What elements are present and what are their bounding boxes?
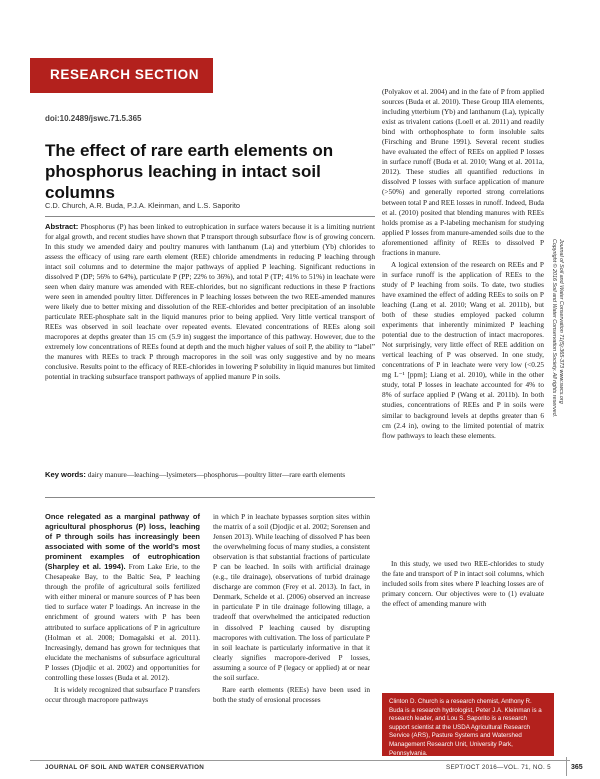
- section-banner: [30, 58, 213, 93]
- body-column-1: [45, 512, 200, 707]
- journal-citation-line: Journal of Soil and Water Conservation 71(5):365-373 www.swcs.org: [558, 239, 564, 404]
- paragraph: [45, 512, 200, 683]
- section-label: RESEARCH SECTION: [50, 67, 200, 82]
- abstract-text: Phosphorus (P) has been linked to eutrophication in surface waters because it is a limiting nutrient for algal growth, and recent studies have shown that P transport through subsurface flow is of growing concern. In this study we amended dairy and poultry manures with lanthanum (La) and ytterbium (Yb) chlorides to assess the efficacy of using rare earth element (REE) chloride amendments in reducing P leaching through intact soil columns and to determine the major pathways of applied P leaching. Significant reductions in dissolved P (DP; 56% to 64%), particulate P (PP; 22% to 36%), and total P (TP; 41% to 51%) in leachate were seen when dairy manure was amended with REE-chlorides, but no significant reductions in these P fractions were seen in amended poultry litter. Differences in P leaching losses between the two REE-amended manures were likely due to better mixing and dissolution of the REE-chlorides and better precipitation of an insoluble particulate REE-phosphate salt in the liquid manures prior to being applied. Very little vertical transport of REEs was observed in soil leachate over repeated events. Elevated concentrations of REEs along soil macropores at depths greater than 15 cm (5.9 in) suggest the importance of this pathway. However, due to the extremely low concentrations of REEs found at depth and the much higher values of soil P, the ability to “label” the manures with REEs to track P through macropores in the soil was only suggestive and by no means conclusive. Results point to the efficacy of REE-chlorides in lowering P solubility in liquid manures but limited potential in tracking subsurface transport pathways of applied manure P in soils.: [45, 222, 375, 381]
- paragraph-text: From Lake Erie, to the Chesapeake Bay, to the Baltic Sea, P leaching through the profile of agricultural soils fertilized with either mineral or manure sources of P has been tied to surface water P loadings. An increase in the enrichment of ground waters with P has been attributed to surface applications of P in agriculture (Holman et al. 2008; Domagalski et al. 2011). Increasingly, demand has grown for techniques that elucidate the mechanisms of subsurface agricultural P losses (Djodjic et al. 2002) and opportunities for controlling these losses (Buda et al. 2012).: [45, 562, 200, 682]
- body-column-4: [382, 559, 544, 611]
- footer-separator: [566, 757, 567, 776]
- copyright-line: Copyright © 2016 Soil and Water Conservation Society. All rights reserved.: [551, 239, 557, 418]
- paragraph: in which P in leachate bypasses sorption sites within the matrix of a soil (Djodjic et al. 2002; Sorensen and Jensen 2013). While leaching of dissolved P has been the overwhelming focus of many studies, a consistent observation is that substantial fractions of particulate P can be leached. In soils with artificial drainage (e.g., tile drainage), observations of turbid drainage discharge are common (Frey et al. 2013). In fact, in Denmark, Schelde et al. (2006) observed an increase in particulate P in tile drainage following tillage, a tradeoff that overwhelmed the anticipated reduction in dissolved P leaching caused by disrupting macropores with cultivation. The loss of particulate P in soil leachate is particularly informative in that it clearly signifies macropore-derived P losses, assuming a source of P (legacy or applied) at or near the soil surface.: [213, 512, 370, 682]
- article-title: The effect of rare earth elements on phosphorus leaching in intact soil columns: [45, 141, 334, 202]
- keywords-label: Key words:: [45, 470, 86, 479]
- paragraph: A logical extension of the research on REEs and P in surface runoff is the application of REEs to the study of P leaching from soils. To date, two studies have examined the effect of adding REEs to soils on P leaching (Lang et al. 2010; Wang et al. 2011b), but both of these studies employed packed column experiments that inherently minimized P leaching potential due to the destruction of intact macropores. Not surprisingly, very little effect of REE addition on vertical leaching of P was observed. In one study, concentrations of P in leachate were very low (<0.25 mg L⁻¹ [ppm]; Liang et al. 2010), while in the other study, total P losses in leachate accounted for 4% to 8% of surface applied P (Wang et al. 2011b). In both studies, concentrations of REEs and P in soils were similar to background levels at depths greater than 6 cm (2.4 in), owing to the limited potential of matrix flow pathways to leach these elements.: [382, 259, 544, 440]
- divider: [45, 497, 375, 498]
- footer-journal-name: JOURNAL OF SOIL AND WATER CONSERVATION: [45, 764, 205, 771]
- paragraph: (Polyakov et al. 2004) and in the fate of P from applied sources (Buda et al. 2010). These Group IIIA elements, including ytterbium (Yb) and lanthanum (La), typically exist as trivalent cations (Loell et al. 2011) and readily bind with orthophosphate to form insoluble salts (Firsching and Brune 1991). Several recent studies have evaluated the effect of REEs on applied P losses in surface runoff (Buda et al. 2010; Wang et al. 2011a, 2012). These studies all quantified reductions in dissolved P losses with surface application of manure (>50%) and generally reported strong correlations between total P and REE losses in runoff. Indeed, Buda et al. (2010) posited that blending manures with REEs holds promise as a P-labeling mechanism for studying applied P losses from manure-amended soils due to the aforementioned affinity of REEs to dissolved P fractions in manure.: [382, 87, 544, 257]
- divider: [45, 216, 375, 217]
- abstract-label: Abstract:: [45, 222, 79, 231]
- author-info-box: [382, 693, 554, 756]
- body-column-2: [213, 512, 370, 707]
- body-column-3: [382, 87, 544, 443]
- footer-divider: [30, 760, 570, 761]
- paragraph: Rare earth elements (REEs) have been used in both the study of erosional processes: [213, 684, 370, 704]
- footer-issue: SEPT/OCT 2016—VOL. 71, NO. 5: [446, 764, 551, 771]
- paragraph: It is widely recognized that subsurface P transfers occur through macropore pathways: [45, 684, 200, 704]
- author-info-text: Clinton D. Church is a research chemist, Anthony R. Buda is a research hydrologist, Peter J.A. Kleinman is a research leader, and Lou S. Saporito is a research support scientist at the USDA Agricultural Research Service (ARS), Pasture Systems and Watershed Management Research Unit, University Park, Pennsylvania.: [389, 698, 542, 757]
- copyright-notice: [551, 239, 568, 419]
- lead-in: Once relegated as a marginal pathway of agricultural phosphorus (P) loss, leaching of P through soils has increasingly been associated with some of the world’s most prominent examples of eutrophication (Sharpley et al. 1994).: [45, 512, 200, 572]
- doi[interactable]: doi:10.2489/jswc.71.5.365: [45, 114, 142, 123]
- keywords: [45, 470, 375, 480]
- keywords-text: dairy manure—leaching—lysimeters—phosphorus—poultry litter—rare earth elements: [87, 470, 346, 479]
- abstract: [45, 222, 375, 382]
- paragraph: In this study, we used two REE-chlorides to study the fate and transport of P in intact soil columns, which included soils from sites where P leaching losses are of primary concern. Our objectives were to (1) evaluate the effect of amending manure with: [382, 559, 544, 609]
- page-number: 365: [571, 764, 583, 771]
- authors: C.D. Church, A.R. Buda, P.J.A. Kleinman, and L.S. Saporito: [45, 201, 240, 210]
